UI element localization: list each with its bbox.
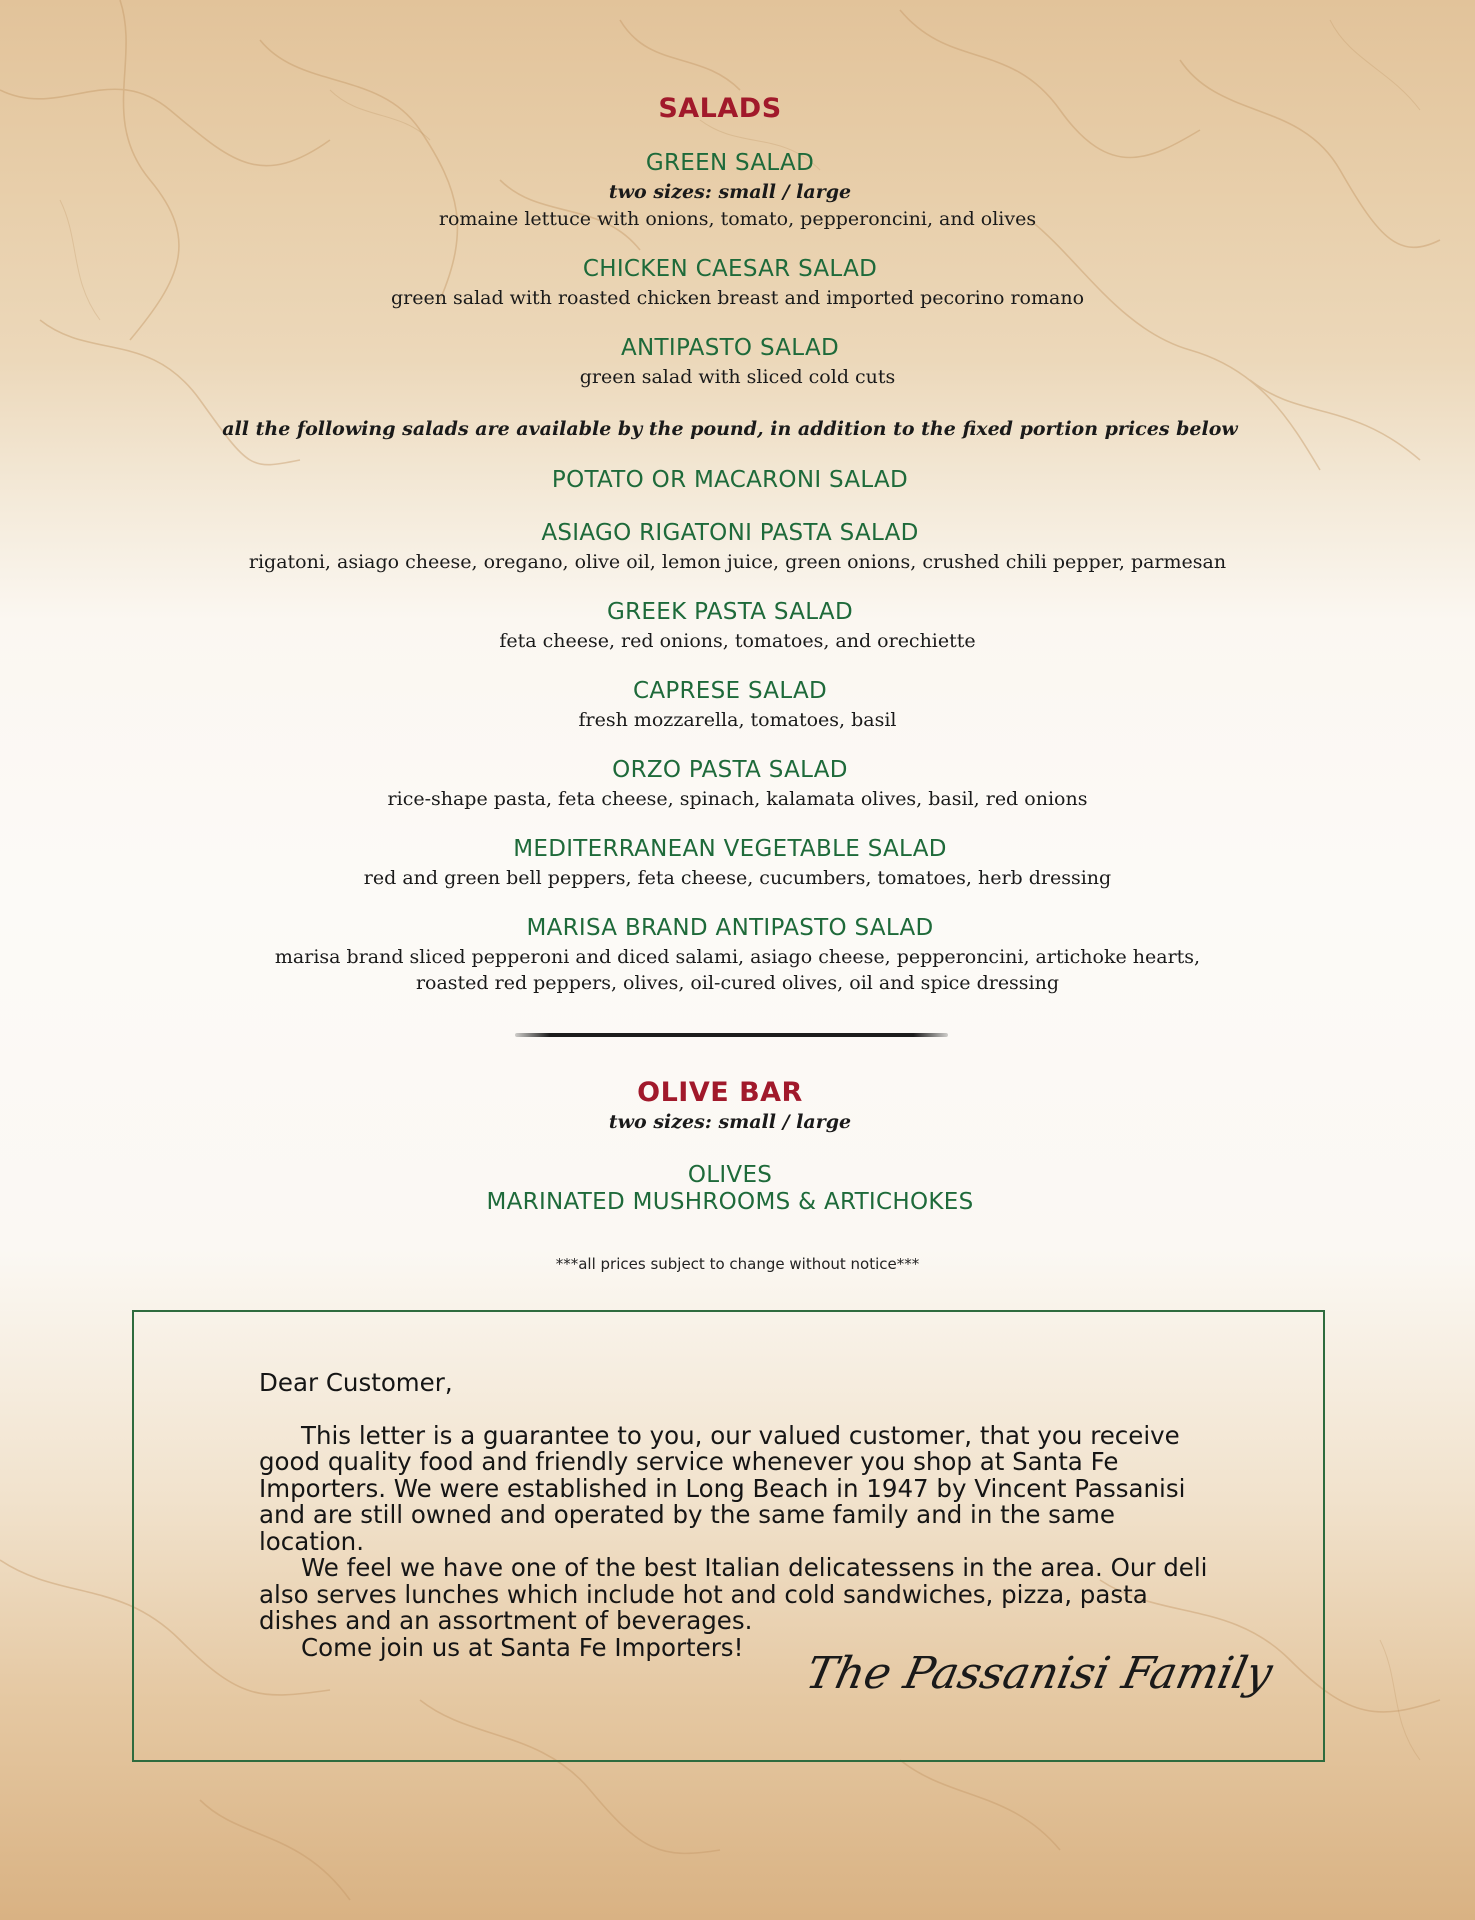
mediterranean-vegetable-salad-name: MEDITERRANEAN VEGETABLE SALAD bbox=[513, 836, 947, 862]
mediterranean-vegetable-salad-description: red and green bell peppers, feta cheese, cucumbers, tomatoes, herb dressing bbox=[363, 867, 1112, 889]
letter-greeting: Dear Customer, bbox=[259, 1368, 453, 1397]
green-salad-sizes: two sizes: small / large bbox=[608, 181, 852, 203]
greek-pasta-salad-name: GREEK PASTA SALAD bbox=[607, 599, 853, 625]
signature-text: The Passanisi Family bbox=[801, 1648, 1277, 1699]
passanisi-family-signature bbox=[801, 1636, 1277, 1714]
by-the-pound-note: all the following salads are available by the pound, in addition to the fixed portion prices below bbox=[222, 418, 1238, 440]
potato-macaroni-salad-name: POTATO OR MACARONI SALAD bbox=[551, 467, 909, 493]
letter-paragraph-2: We feel we have one of the best Italian delicatessens in the area. Our deli also serves lunches which include hot and cold sandwiches, pizza, pasta dishes and an assortment of beverages. bbox=[259, 1553, 1208, 1635]
orzo-pasta-salad-name: ORZO PASTA SALAD bbox=[612, 757, 848, 783]
marisa-antipasto-salad-name: MARISA BRAND ANTIPASTO SALAD bbox=[526, 915, 934, 941]
green-salad-name: GREEN SALAD bbox=[645, 150, 815, 176]
asiago-rigatoni-salad-name: ASIAGO RIGATONI PASTA SALAD bbox=[541, 520, 919, 546]
orzo-pasta-salad-description: rice-shape pasta, feta cheese, spinach, kalamata olives, basil, red onions bbox=[387, 788, 1088, 810]
green-salad-description: romaine lettuce with onions, tomato, pepperoncini, and olives bbox=[438, 208, 1037, 230]
olive-bar-title: OLIVE BAR bbox=[637, 1077, 803, 1108]
olives-name: OLIVES bbox=[687, 1162, 773, 1188]
asiago-rigatoni-salad-description: rigatoni, asiago cheese, oregano, olive oil, lemon juice, green onions, crushed chili pepper, parmesan bbox=[248, 551, 1227, 573]
price-disclaimer: ***all prices subject to change without notice*** bbox=[555, 1255, 920, 1273]
salads-title: SALADS bbox=[658, 93, 782, 124]
caprese-salad-description: fresh mozzarella, tomatoes, basil bbox=[578, 709, 897, 731]
customer-letter bbox=[259, 1370, 1219, 1661]
antipasto-salad-description: green salad with sliced cold cuts bbox=[579, 366, 896, 388]
marisa-antipasto-salad-description-line1: marisa brand sliced pepperoni and diced salami, asiago cheese, pepperoncini, artichoke hearts, bbox=[274, 946, 1201, 968]
marisa-antipasto-salad-description-line2: roasted red peppers, olives, oil-cured olives, oil and spice dressing bbox=[415, 972, 1060, 994]
section-divider bbox=[515, 1033, 948, 1037]
letter-paragraph-3: Come join us at Santa Fe Importers! bbox=[301, 1632, 744, 1662]
olive-bar-sizes: two sizes: small / large bbox=[608, 1111, 852, 1133]
antipasto-salad-name: ANTIPASTO SALAD bbox=[620, 335, 839, 361]
chicken-caesar-salad-description: green salad with roasted chicken breast and imported pecorino romano bbox=[390, 287, 1085, 309]
caprese-salad-name: CAPRESE SALAD bbox=[632, 678, 828, 704]
chicken-caesar-salad-name: CHICKEN CAESAR SALAD bbox=[582, 256, 878, 282]
letter-paragraph-1: This letter is a guarantee to you, our valued customer, that you receive good quality food and friendly service whenever you shop at Santa Fe Importers. We were established in Long Beach in 1947 by Vincent Passanisi and are still owned and operated by the same family and in the same location. bbox=[259, 1420, 1186, 1556]
greek-pasta-salad-description: feta cheese, red onions, tomatoes, and orechiette bbox=[499, 630, 976, 652]
marinated-mushrooms-artichokes-name: MARINATED MUSHROOMS & ARTICHOKES bbox=[486, 1189, 974, 1215]
